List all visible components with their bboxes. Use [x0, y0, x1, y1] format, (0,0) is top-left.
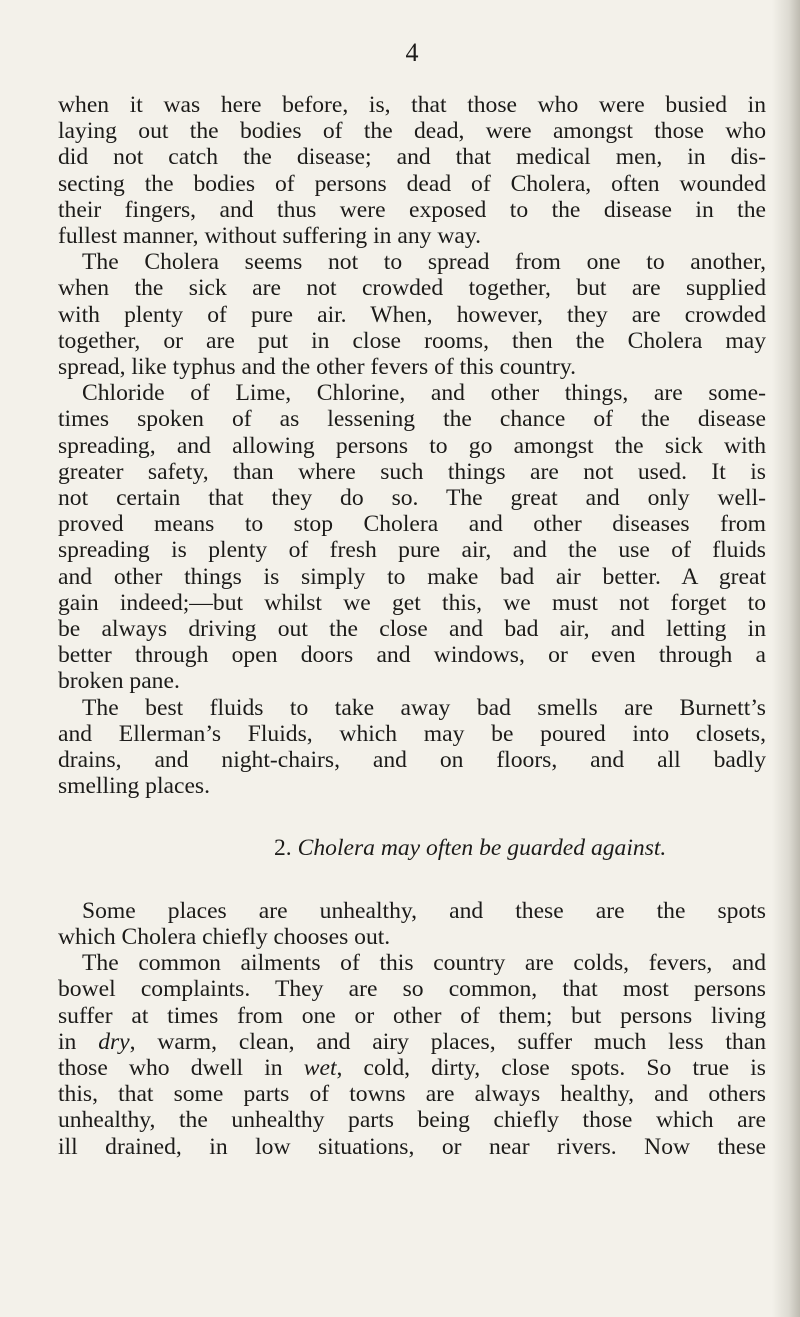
text-line: Chloride of Lime, Chlorine, and other things, are some-	[82, 380, 766, 407]
text-line: this, that some parts of towns are always healthy, and others	[58, 1081, 766, 1108]
text-line: greater safety, than where such things are not used. It is	[58, 458, 766, 485]
text-fragment: in	[58, 1028, 99, 1055]
text-line: secting the bodies of persons dead of Cholera, often wounded	[58, 170, 766, 197]
text-line: broken pane.	[58, 668, 180, 695]
text-line: better through open doors and windows, or even through a	[58, 642, 766, 669]
paragraph-5	[58, 898, 766, 950]
text-line: unhealthy, the unhealthy parts being chiefly those which are	[58, 1107, 766, 1134]
body-text-section-2	[58, 898, 766, 1160]
text-line: be always driving out the close and bad air, and letting in	[58, 616, 766, 643]
text-line: not certain that they do so. The great and only well-	[58, 485, 766, 512]
text-line: with plenty of pure air. When, however, they are crowded	[58, 301, 766, 328]
paragraph-2	[58, 249, 766, 380]
text-line: when the sick are not crowded together, but are supplied	[58, 275, 766, 302]
text-line	[58, 1055, 766, 1081]
text-fragment: those who dwell in	[58, 1054, 304, 1081]
section-number: 2.	[274, 835, 292, 862]
emphasis-dry: dry	[98, 1028, 130, 1055]
text-line: and other things is simply to make bad air better. A great	[58, 563, 766, 590]
text-line: when it was here before, is, that those who were busied in	[58, 92, 766, 118]
emphasis-wet: wet	[303, 1054, 337, 1081]
text-line: laying out the bodies of the dead, were amongst those who	[58, 118, 766, 145]
text-line: which Cholera chiefly chooses out.	[58, 923, 391, 950]
text-line: fullest manner, without suffering in any way.	[58, 223, 481, 250]
text-line: their fingers, and thus were exposed to the disease in the	[58, 196, 766, 223]
text-line: times spoken of as lessening the chance of the disease	[58, 406, 766, 433]
page-number: 4	[405, 38, 419, 67]
text-line: proved means to stop Cholera and other diseases from	[58, 511, 766, 538]
paragraph-3	[58, 380, 766, 694]
text-line: together, or are put in close rooms, then the Cholera may	[58, 327, 766, 354]
text-line: The best fluids to take away bad smells are Burnett’s	[82, 694, 766, 721]
text-line: did not catch the disease; and that medical men, in dis-	[58, 144, 766, 171]
text-line: smelling places.	[58, 773, 211, 800]
text-line: and Ellerman’s Fluids, which may be poured into closets,	[58, 720, 766, 747]
text-line: spread, like typhus and the other fevers of this country.	[58, 354, 577, 381]
text-fragment: , cold, dirty, close spots. So true is	[336, 1054, 766, 1081]
section-title: Cholera may often be guarded against.	[297, 835, 667, 862]
text-line: spreading is plenty of fresh pure air, and the use of fluids	[58, 537, 766, 564]
text-line: suffer at times from one or other of them; but persons living	[58, 1002, 766, 1029]
text-fragment: , warm, clean, and airy places, suffer much less than	[129, 1028, 766, 1055]
text-line: bowel complaints. They are so common, that most persons	[58, 976, 766, 1003]
paragraph-4	[58, 695, 766, 800]
paragraph-1	[58, 92, 766, 249]
section-heading	[58, 835, 766, 861]
text-line: drains, and night-chairs, and on floors, and all badly	[58, 747, 766, 774]
paragraph-6	[58, 950, 766, 1160]
text-line: spreading, and allowing persons to go amongst the sick with	[58, 432, 766, 459]
text-line: gain indeed;—but whilst we get this, we must not forget to	[58, 589, 766, 616]
text-line: Some places are unhealthy, and these are the spots	[82, 897, 766, 924]
text-line: ill drained, in low situations, or near rivers. Now these	[58, 1133, 766, 1160]
text-line: The common ailments of this country are colds, fevers, and	[82, 950, 766, 977]
body-text	[58, 92, 766, 799]
text-line	[58, 1029, 766, 1055]
text-line: The Cholera seems not to spread from one to another,	[82, 249, 766, 276]
